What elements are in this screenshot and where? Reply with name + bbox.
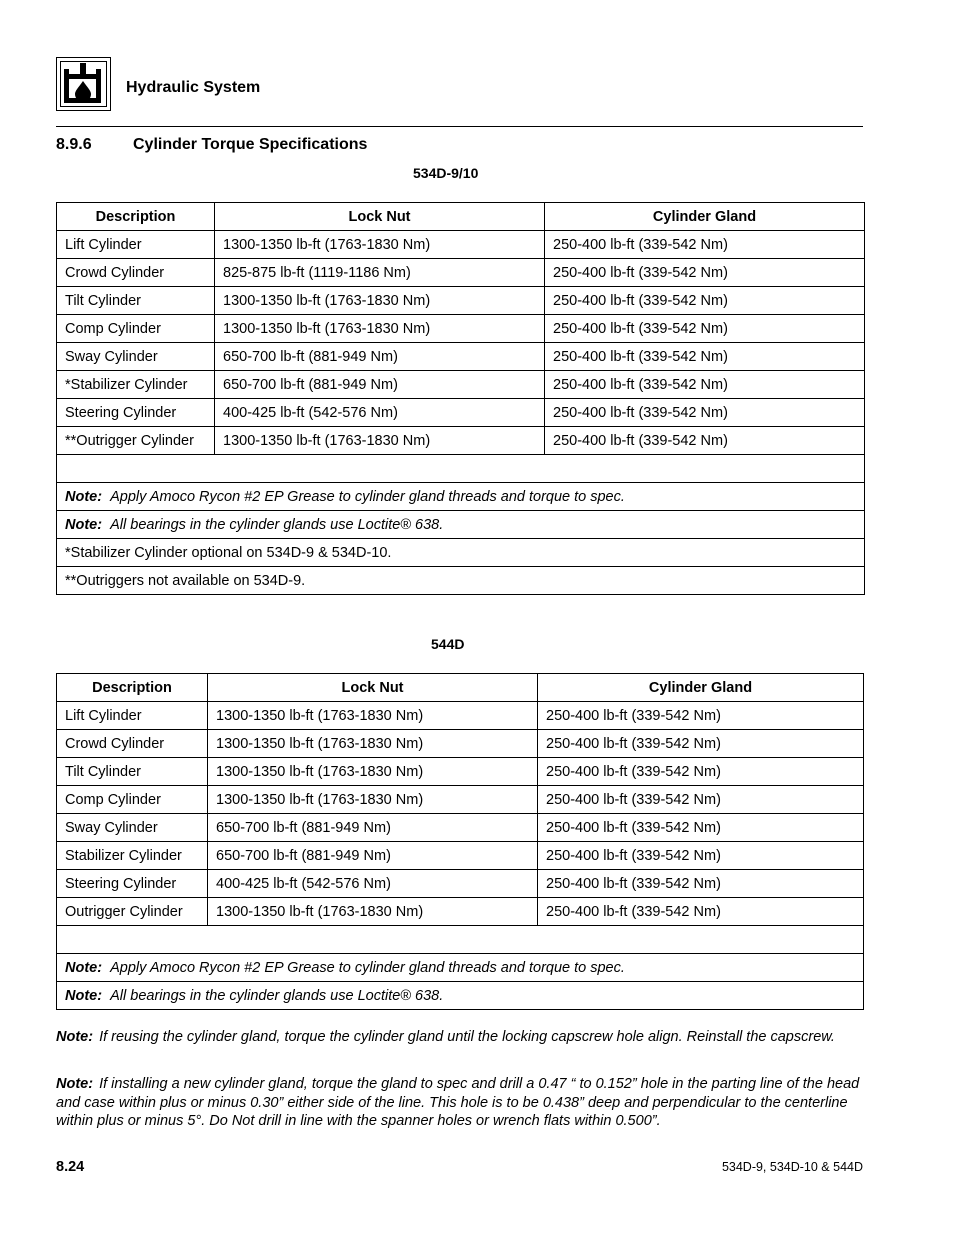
cell-lock-nut: 1300-1350 lb-ft (1763-1830 Nm) xyxy=(215,315,545,343)
cell-lock-nut: 1300-1350 lb-ft (1763-1830 Nm) xyxy=(215,287,545,315)
note-label: Note: xyxy=(65,516,103,533)
column-header-description: Description xyxy=(57,203,215,231)
cell-cylinder-gland: 250-400 lb-ft (339-542 Nm) xyxy=(545,343,865,371)
note-row xyxy=(57,483,865,511)
note-label: Note: xyxy=(56,1029,94,1045)
note-row xyxy=(57,954,864,982)
header-divider xyxy=(56,126,863,127)
note-text: If installing a new cylinder gland, torque the gland to spec and drill a 0.47 “ to 0.152” hole in the parting line of the head and case within plus or minus 0.30” either side of the line. This hole is to be 0.438” deep and perpendicular to the centerline within plus or minus 5°. Do Not drill in line with the spanner holes or wrench flats within 0.500”. xyxy=(56,1076,860,1129)
cell-description: Comp Cylinder xyxy=(57,786,208,814)
torque-table-544d xyxy=(56,673,864,1010)
note-text: All bearings in the cylinder glands use Loctite® 638. xyxy=(110,516,444,533)
cell-cylinder-gland: 250-400 lb-ft (339-542 Nm) xyxy=(538,842,864,870)
cell-description: Comp Cylinder xyxy=(57,315,215,343)
document-id: 534D-9, 534D-10 & 544D xyxy=(721,1160,863,1174)
cell-description: Outrigger Cylinder xyxy=(57,898,208,926)
footnote-cell: *Stabilizer Cylinder optional on 534D-9 & 534D-10. xyxy=(57,539,865,567)
blank-row xyxy=(57,926,864,954)
table-row xyxy=(57,287,865,315)
cell-description: Stabilizer Cylinder xyxy=(57,842,208,870)
note-label: Note: xyxy=(56,1076,94,1092)
table-row xyxy=(57,898,864,926)
cell-lock-nut: 650-700 lb-ft (881-949 Nm) xyxy=(215,343,545,371)
note-text: If reusing the cylinder gland, torque the cylinder gland until the locking capscrew hole align. Reinstall the capscrew. xyxy=(99,1029,835,1045)
cell-cylinder-gland: 250-400 lb-ft (339-542 Nm) xyxy=(545,287,865,315)
cell-description: Tilt Cylinder xyxy=(57,758,208,786)
cell-lock-nut: 1300-1350 lb-ft (1763-1830 Nm) xyxy=(208,730,538,758)
cell-lock-nut: 825-875 lb-ft (1119-1186 Nm) xyxy=(215,259,545,287)
table-row xyxy=(57,842,864,870)
table-row xyxy=(57,758,864,786)
cell-lock-nut: 1300-1350 lb-ft (1763-1830 Nm) xyxy=(208,758,538,786)
column-header-lock-nut: Lock Nut xyxy=(208,674,538,702)
column-header-cylinder-gland: Cylinder Gland xyxy=(545,203,865,231)
cell-cylinder-gland: 250-400 lb-ft (339-542 Nm) xyxy=(545,315,865,343)
blank-cell xyxy=(57,455,865,483)
cell-lock-nut: 1300-1350 lb-ft (1763-1830 Nm) xyxy=(215,427,545,455)
note-cell xyxy=(57,982,864,1010)
cell-description: Tilt Cylinder xyxy=(57,287,215,315)
note-label: Note: xyxy=(65,959,103,976)
cell-lock-nut: 1300-1350 lb-ft (1763-1830 Nm) xyxy=(208,702,538,730)
table-1-model-heading: 534D-9/10 xyxy=(413,165,479,181)
footnote-cell: **Outriggers not available on 534D-9. xyxy=(57,567,865,595)
page-number: 8.24 xyxy=(56,1159,85,1175)
note-row xyxy=(57,511,865,539)
cell-description: Sway Cylinder xyxy=(57,814,208,842)
table-row xyxy=(57,730,864,758)
column-header-description: Description xyxy=(57,674,208,702)
table-row xyxy=(57,371,865,399)
section-title: Hydraulic System xyxy=(126,79,261,96)
note-text: All bearings in the cylinder glands use Loctite® 638. xyxy=(110,987,444,1004)
cell-lock-nut: 650-700 lb-ft (881-949 Nm) xyxy=(208,842,538,870)
table-row xyxy=(57,231,865,259)
cell-cylinder-gland: 250-400 lb-ft (339-542 Nm) xyxy=(545,371,865,399)
footnote-row xyxy=(57,539,865,567)
cell-description: Sway Cylinder xyxy=(57,343,215,371)
note-label: Note: xyxy=(65,987,103,1004)
page-note-reuse-gland xyxy=(56,1028,866,1047)
column-header-cylinder-gland: Cylinder Gland xyxy=(538,674,864,702)
blank-row xyxy=(57,455,865,483)
subsection-title: Cylinder Torque Specifications xyxy=(133,136,368,153)
table-header-row xyxy=(57,674,864,702)
cell-cylinder-gland: 250-400 lb-ft (339-542 Nm) xyxy=(538,814,864,842)
cell-description: *Stabilizer Cylinder xyxy=(57,371,215,399)
cell-description: Lift Cylinder xyxy=(57,231,215,259)
cell-cylinder-gland: 250-400 lb-ft (339-542 Nm) xyxy=(538,758,864,786)
cell-description: Crowd Cylinder xyxy=(57,730,208,758)
note-cell xyxy=(57,483,865,511)
table-header-row xyxy=(57,203,865,231)
column-header-lock-nut: Lock Nut xyxy=(215,203,545,231)
subsection-number: 8.9.6 xyxy=(56,136,92,153)
torque-table-534d xyxy=(56,202,865,595)
cell-cylinder-gland: 250-400 lb-ft (339-542 Nm) xyxy=(538,870,864,898)
cell-lock-nut: 1300-1350 lb-ft (1763-1830 Nm) xyxy=(215,231,545,259)
cell-description: **Outrigger Cylinder xyxy=(57,427,215,455)
table-row xyxy=(57,427,865,455)
note-label: Note: xyxy=(65,488,103,505)
cell-cylinder-gland: 250-400 lb-ft (339-542 Nm) xyxy=(545,231,865,259)
note-cell xyxy=(57,954,864,982)
cell-lock-nut: 1300-1350 lb-ft (1763-1830 Nm) xyxy=(208,898,538,926)
table-row xyxy=(57,814,864,842)
note-row xyxy=(57,982,864,1010)
table-2-model-heading: 544D xyxy=(431,636,465,652)
cell-cylinder-gland: 250-400 lb-ft (339-542 Nm) xyxy=(545,259,865,287)
cell-lock-nut: 1300-1350 lb-ft (1763-1830 Nm) xyxy=(208,786,538,814)
cell-cylinder-gland: 250-400 lb-ft (339-542 Nm) xyxy=(538,786,864,814)
cell-cylinder-gland: 250-400 lb-ft (339-542 Nm) xyxy=(545,399,865,427)
cell-lock-nut: 650-700 lb-ft (881-949 Nm) xyxy=(208,814,538,842)
blank-cell xyxy=(57,926,864,954)
note-text: Apply Amoco Rycon #2 EP Grease to cylinder gland threads and torque to spec. xyxy=(110,959,625,976)
table-row xyxy=(57,343,865,371)
table-row xyxy=(57,259,865,287)
cell-cylinder-gland: 250-400 lb-ft (339-542 Nm) xyxy=(545,427,865,455)
cell-description: Crowd Cylinder xyxy=(57,259,215,287)
hydraulic-cylinder-icon xyxy=(56,57,111,111)
cell-cylinder-gland: 250-400 lb-ft (339-542 Nm) xyxy=(538,898,864,926)
footnote-row xyxy=(57,567,865,595)
note-cell xyxy=(57,511,865,539)
cell-description: Lift Cylinder xyxy=(57,702,208,730)
table-row xyxy=(57,702,864,730)
table-row xyxy=(57,315,865,343)
table-row xyxy=(57,786,864,814)
page-note-new-gland xyxy=(56,1075,866,1131)
note-text: Apply Amoco Rycon #2 EP Grease to cylinder gland threads and torque to spec. xyxy=(110,488,625,505)
cell-lock-nut: 400-425 lb-ft (542-576 Nm) xyxy=(215,399,545,427)
cell-lock-nut: 650-700 lb-ft (881-949 Nm) xyxy=(215,371,545,399)
cell-lock-nut: 400-425 lb-ft (542-576 Nm) xyxy=(208,870,538,898)
table-row xyxy=(57,870,864,898)
cell-description: Steering Cylinder xyxy=(57,870,208,898)
table-row xyxy=(57,399,865,427)
cell-cylinder-gland: 250-400 lb-ft (339-542 Nm) xyxy=(538,730,864,758)
cell-description: Steering Cylinder xyxy=(57,399,215,427)
cell-cylinder-gland: 250-400 lb-ft (339-542 Nm) xyxy=(538,702,864,730)
